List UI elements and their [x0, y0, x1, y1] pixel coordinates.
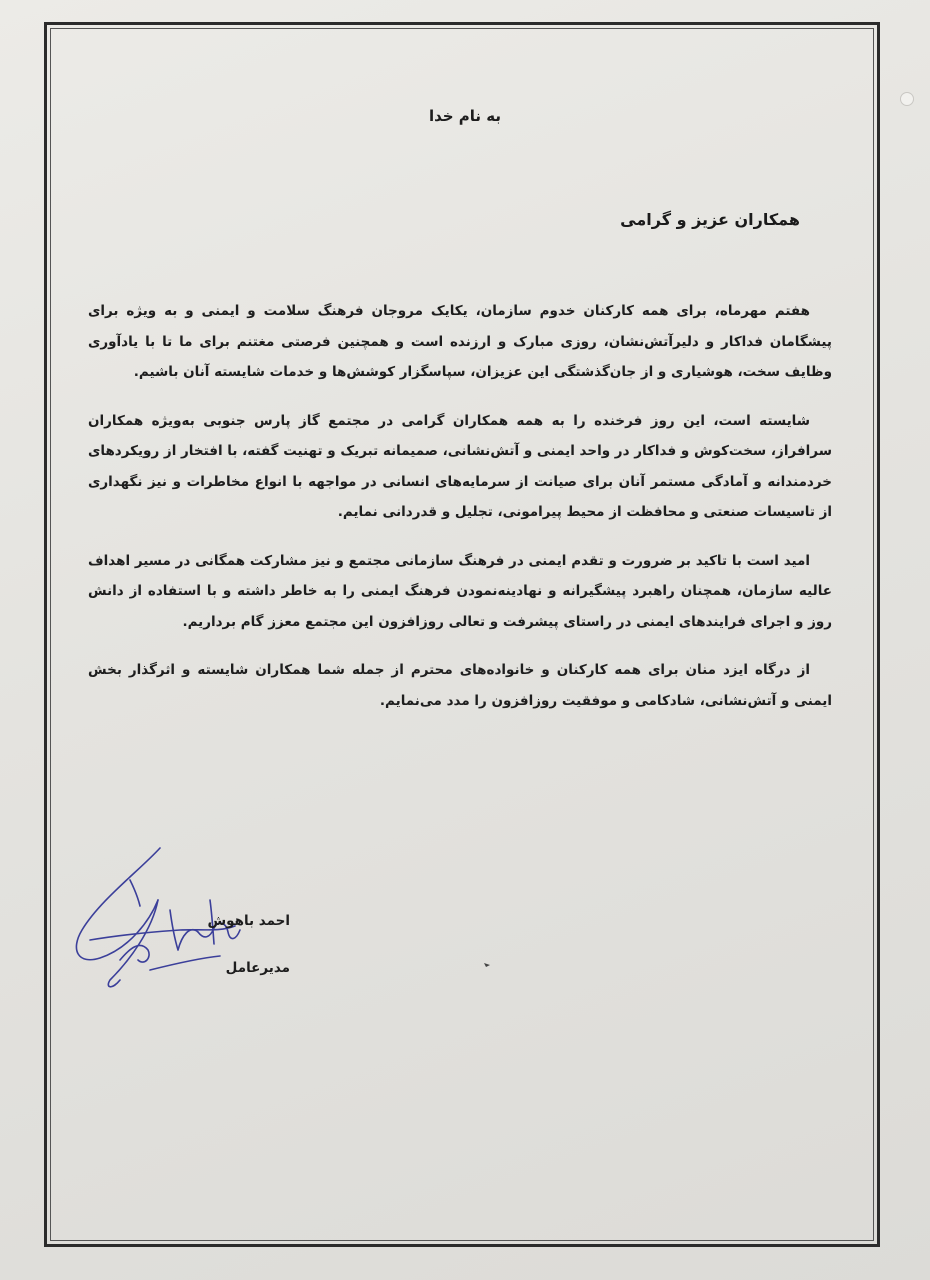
paragraph-4: از درگاه ایزد منان برای همه کارکنان و خانواده‌های محترم از جمله شما همکاران شایسته و اثرگذار بخش ایمنی و آتش‌نشانی، شادکامی و موفقیت روزافزون را مدد می‌نمایم. [88, 662, 832, 709]
signer-name: احمد باهوش [207, 913, 290, 929]
paragraph-1: هفتم مهرماه، برای همه کارکنان خدوم سازمان، یکایک مروجان فرهنگ سلامت و ایمنی و به ویژه برای پیشگامان فداکار و دلیرآتش‌نشان، روزی مبارک و ارزنده است و همچنین فرصتی مغتنم برای ما تا با یادآوری وظایف سخت، هوشیاری و از جان‌گذشتگی این عزیزان، سپاسگزار کوشش‌ها و خدمات شایسته آنان باشیم. [88, 303, 832, 380]
letter-heading: به نام خدا [428, 107, 502, 125]
letter-salutation: همکاران عزیز و گرامی [620, 210, 800, 229]
paragraph-2: شایسته است، این روز فرخنده را به همه همکاران گرامی در مجتمع گاز پارس جنوبی به‌ویژه همکاران سرافراز، سخت‌کوش و فداکار در واحد ایمنی و آتش‌نشانی، صمیمانه تبریک و تهنیت گفته، با افتخار از رویکردهای خردمندانه و آمادگی مستمر آنان برای صیانت از سرمایه‌های انسانی در مواجهه با انواع مخاطرات و نیز نگهداری از تاسیسات صنعتی و محافظت از محیط پیرامونی، تجلیل و قدردانی نمایم. [88, 412, 832, 520]
paragraph-3: امید است با تاکید بر ضرورت و تقدم ایمنی در فرهنگ سازمانی مجتمع و نیز مشارکت همگانی در مسیر اهداف عالیه سازمان، همچنان راهبرد پیشگیرانه و نهادینه‌نمودن فرهنگ ایمنی را به خاطر داشته و با استفاده از دانش روز و اجرای فرایندهای ایمنی در راستای پیشرفت و تعالی روزافزون این مجتمع معزز گام برداریم. [88, 552, 832, 630]
letter-body [88, 296, 832, 734]
binder-hole [900, 92, 914, 106]
ink-speck [483, 962, 491, 968]
signer-title: مدیرعامل [225, 960, 290, 976]
